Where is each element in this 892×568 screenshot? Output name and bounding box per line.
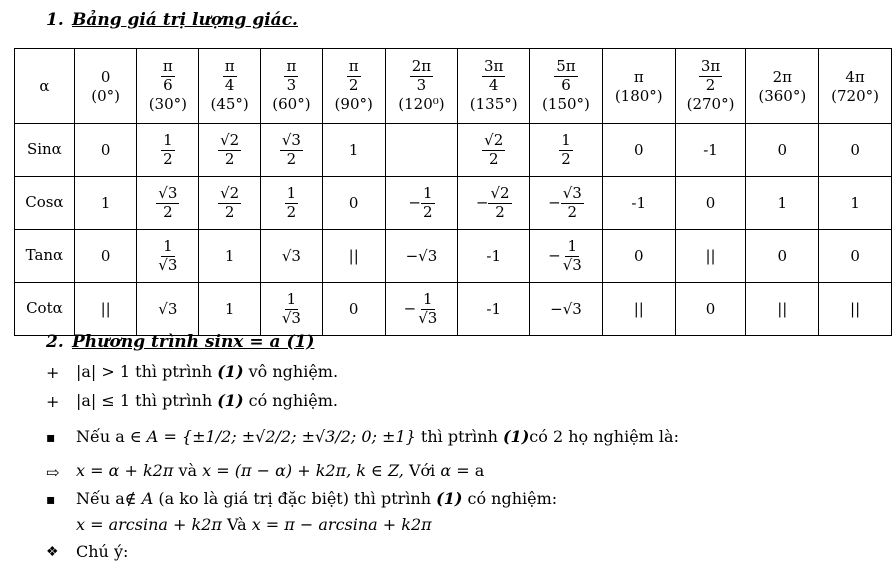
fraction bbox=[280, 130, 303, 168]
angle-numerator: 3π bbox=[700, 57, 721, 76]
minus-sign: − bbox=[475, 193, 489, 211]
table-cell bbox=[322, 124, 385, 177]
fraction bbox=[161, 130, 175, 168]
solution-family-1: x = α + k2π bbox=[76, 461, 174, 480]
table-cell bbox=[261, 230, 323, 283]
angle-degrees: (720°) bbox=[831, 86, 879, 105]
angle-header bbox=[261, 49, 323, 124]
and-text-1: và bbox=[173, 461, 203, 480]
table-cell bbox=[385, 177, 458, 230]
angle-denominator: 3 bbox=[286, 76, 297, 94]
table-cell bbox=[74, 177, 137, 230]
angle-header bbox=[137, 49, 199, 124]
cell-value: || bbox=[348, 247, 359, 265]
minus-sign: − bbox=[548, 193, 561, 211]
table-cell bbox=[261, 283, 323, 336]
fraction bbox=[561, 183, 584, 221]
cell-value: 0 bbox=[100, 141, 111, 159]
cell-value: 1 bbox=[100, 194, 111, 212]
table-cell bbox=[675, 230, 746, 283]
fraction bbox=[482, 130, 505, 168]
cell-value: -1 bbox=[631, 194, 647, 212]
angle-numerator: π bbox=[286, 57, 297, 76]
fraction bbox=[559, 130, 573, 168]
cell-value: 0 bbox=[348, 194, 359, 212]
angle-header bbox=[602, 49, 675, 124]
table-cell bbox=[385, 124, 458, 177]
table-cell bbox=[819, 283, 892, 336]
table-cell bbox=[675, 283, 746, 336]
fraction-denominator: √3 bbox=[281, 308, 301, 327]
angle-numerator: 3π bbox=[484, 57, 504, 76]
cell-value: 0 bbox=[633, 141, 644, 159]
angle-degrees: (270°) bbox=[686, 94, 735, 113]
condition-1-result: vô nghiệm. bbox=[243, 362, 339, 381]
cell-value: −√3 bbox=[405, 247, 438, 265]
angle-degrees: (30°) bbox=[148, 94, 187, 113]
table-cell bbox=[602, 124, 675, 177]
fraction bbox=[218, 183, 241, 221]
angle-fraction bbox=[410, 59, 433, 94]
cell-value: 0 bbox=[100, 247, 111, 265]
angle-numerator: 5π bbox=[556, 57, 576, 76]
angle-numerator: π bbox=[224, 57, 235, 76]
row-label bbox=[15, 177, 75, 230]
fraction-numerator: 1 bbox=[286, 289, 297, 308]
cell-value: -1 bbox=[486, 300, 502, 318]
fraction-numerator: √3 bbox=[158, 183, 178, 202]
angle-radian: 0 bbox=[100, 67, 111, 86]
table-cell bbox=[458, 283, 530, 336]
fraction-denominator: 2 bbox=[422, 202, 433, 221]
angle-denominator: 2 bbox=[705, 76, 716, 94]
cell-value: 0 bbox=[633, 247, 644, 265]
fraction-denominator: 2 bbox=[163, 149, 173, 168]
table-cell bbox=[385, 230, 458, 283]
table-cell bbox=[602, 283, 675, 336]
condition-no-solution bbox=[76, 362, 338, 381]
arcsin-solution-1: x = arcsina + k2π bbox=[76, 515, 222, 534]
cell-value: -1 bbox=[703, 141, 718, 159]
arcsin-solution-2: x = π − arcsina + k2π bbox=[251, 515, 432, 534]
angle-degrees: (45°) bbox=[210, 94, 249, 113]
table-cell bbox=[137, 283, 199, 336]
square-bullet-1: ▪ bbox=[46, 430, 56, 446]
eq-ref-3: (1) bbox=[502, 427, 530, 446]
table-cell bbox=[530, 230, 603, 283]
non-special-intro: Nếu a∉ bbox=[76, 489, 142, 508]
angle-denominator: 2 bbox=[348, 76, 359, 94]
special-values-set: A = {±1/2; ±√2/2; ±√3/2; 0; ±1} bbox=[146, 427, 416, 446]
table-row bbox=[15, 283, 892, 336]
fraction-denominator: √3 bbox=[158, 255, 178, 274]
fraction-denominator: 2 bbox=[286, 149, 297, 168]
arcsin-solutions-line bbox=[76, 515, 432, 534]
table-cell bbox=[746, 230, 819, 283]
diamond-bullet: ❖ bbox=[46, 544, 59, 560]
table-cell bbox=[137, 124, 199, 177]
cell-value: 1 bbox=[224, 300, 235, 318]
cell-value: 0 bbox=[348, 300, 359, 318]
fraction-denominator: 2 bbox=[224, 149, 235, 168]
table-cell bbox=[458, 124, 530, 177]
table-cell bbox=[322, 177, 385, 230]
table-row bbox=[15, 230, 892, 283]
special-values-line bbox=[76, 427, 679, 446]
cell-value: || bbox=[633, 300, 644, 318]
fraction-numerator: 1 bbox=[567, 236, 578, 255]
minus-sign: − bbox=[548, 246, 561, 264]
function-name: Cotα bbox=[26, 299, 63, 317]
fraction-numerator: √2 bbox=[490, 183, 510, 202]
fraction bbox=[156, 183, 179, 221]
fraction bbox=[280, 289, 303, 327]
function-name: Tanα bbox=[25, 246, 64, 264]
section-2-number: 2. bbox=[46, 332, 64, 352]
fraction-denominator: 2 bbox=[224, 202, 235, 221]
fraction-numerator: 1 bbox=[286, 183, 297, 202]
cell-value: 1 bbox=[224, 247, 235, 265]
non-special-line bbox=[76, 489, 557, 508]
fraction bbox=[561, 236, 584, 274]
condition-2-text: |a| ≤ 1 thì ptrình bbox=[76, 391, 218, 410]
table-cell bbox=[137, 177, 199, 230]
angle-header bbox=[74, 49, 137, 124]
section-2-title: Phương trình sinx = a (1) bbox=[72, 332, 315, 352]
table-row bbox=[15, 124, 892, 177]
table-cell bbox=[322, 283, 385, 336]
table-cell bbox=[530, 283, 603, 336]
table-cell bbox=[602, 230, 675, 283]
cell-value: √3 bbox=[281, 247, 301, 265]
special-values-then: thì ptrình bbox=[415, 427, 503, 446]
table-cell bbox=[819, 230, 892, 283]
fraction-numerator: 1 bbox=[422, 289, 433, 308]
fraction-denominator: 2 bbox=[561, 149, 571, 168]
square-bullet-2: ▪ bbox=[46, 492, 56, 508]
angle-degrees: (150°) bbox=[542, 94, 590, 113]
angle-denominator: 4 bbox=[488, 76, 499, 94]
row-label bbox=[15, 230, 75, 283]
non-special-result: có nghiệm: bbox=[462, 489, 558, 508]
angle-denominator: 6 bbox=[561, 76, 571, 94]
section-2-heading bbox=[46, 332, 314, 352]
eq-ref-4: (1) bbox=[436, 489, 463, 508]
cell-value: || bbox=[777, 300, 788, 318]
cell-value: || bbox=[850, 300, 861, 318]
cell-value: √3 bbox=[158, 300, 178, 318]
table-cell bbox=[746, 283, 819, 336]
angle-degrees: (60°) bbox=[272, 94, 311, 113]
angle-degrees: (180°) bbox=[614, 86, 663, 105]
fraction-denominator: 2 bbox=[567, 202, 578, 221]
condition-has-solution bbox=[76, 391, 338, 410]
angle-degrees: (90°) bbox=[334, 94, 373, 113]
angle-fraction bbox=[284, 59, 298, 94]
cell-value: 0 bbox=[850, 247, 860, 265]
fraction-numerator: 1 bbox=[163, 236, 173, 255]
table-cell bbox=[199, 230, 261, 283]
table-cell bbox=[74, 230, 137, 283]
angle-radian: 2π bbox=[772, 67, 792, 86]
cell-value: 1 bbox=[348, 141, 359, 159]
cell-value: 0 bbox=[777, 141, 788, 159]
fraction-denominator: √3 bbox=[418, 308, 438, 327]
fraction-numerator: √2 bbox=[484, 130, 504, 149]
section-1-heading bbox=[46, 10, 298, 30]
note-label: Chú ý: bbox=[76, 542, 129, 561]
fraction bbox=[285, 183, 299, 221]
table-cell bbox=[74, 283, 137, 336]
set-a-symbol: A bbox=[141, 489, 154, 508]
row-label bbox=[15, 283, 75, 336]
trig-values-table bbox=[14, 48, 892, 336]
table-cell bbox=[458, 177, 530, 230]
table-cell bbox=[199, 177, 261, 230]
angle-fraction bbox=[347, 59, 361, 94]
table-cell bbox=[530, 124, 603, 177]
table-cell bbox=[746, 177, 819, 230]
angle-degrees: (120⁰) bbox=[398, 94, 445, 113]
cell-value: -1 bbox=[486, 247, 502, 265]
fraction bbox=[218, 130, 241, 168]
cell-value: || bbox=[705, 247, 716, 265]
angle-degrees: (360°) bbox=[758, 86, 807, 105]
angle-header bbox=[385, 49, 458, 124]
angle-numerator: 2π bbox=[411, 57, 432, 76]
condition-1-text: |a| > 1 thì ptrình bbox=[76, 362, 218, 381]
cell-value: 1 bbox=[850, 194, 860, 212]
table-cell bbox=[261, 124, 323, 177]
with-text: Với bbox=[403, 461, 441, 480]
fraction bbox=[156, 236, 179, 274]
table-cell bbox=[261, 177, 323, 230]
table-cell bbox=[530, 177, 603, 230]
table-cell bbox=[385, 283, 458, 336]
alpha-equals-a: = a bbox=[451, 461, 485, 480]
fraction bbox=[416, 289, 439, 327]
table-cell bbox=[137, 230, 199, 283]
angle-fraction bbox=[161, 59, 175, 94]
cell-value: 1 bbox=[777, 194, 788, 212]
angle-denominator: 4 bbox=[224, 76, 235, 94]
angle-radian: 4π bbox=[845, 67, 865, 86]
table-cell bbox=[74, 124, 137, 177]
fraction-denominator: 2 bbox=[286, 202, 297, 221]
fraction-numerator: √2 bbox=[220, 130, 240, 149]
minus-sign: − bbox=[408, 193, 421, 211]
alpha-symbol: α bbox=[39, 77, 50, 95]
section-1-number: 1. bbox=[46, 10, 64, 30]
table-cell bbox=[199, 124, 261, 177]
solution-families-line bbox=[76, 461, 484, 480]
fraction-denominator: 2 bbox=[495, 202, 505, 221]
condition-2-result: có nghiệm. bbox=[243, 391, 338, 410]
fraction-numerator: 1 bbox=[422, 183, 433, 202]
fraction-numerator: √3 bbox=[281, 130, 301, 149]
angle-denominator: 3 bbox=[416, 76, 427, 94]
eq-ref-2: (1) bbox=[217, 391, 244, 410]
cell-value: 0 bbox=[777, 247, 788, 265]
arrow-bullet: ⇨ bbox=[46, 463, 60, 482]
table-cell bbox=[819, 124, 892, 177]
fraction-numerator: √3 bbox=[562, 183, 582, 202]
angle-header bbox=[199, 49, 261, 124]
function-name: Cosα bbox=[25, 193, 64, 211]
angle-header bbox=[322, 49, 385, 124]
table-row bbox=[15, 177, 892, 230]
angle-header bbox=[819, 49, 892, 124]
angle-numerator: π bbox=[162, 57, 173, 76]
fraction-numerator: √2 bbox=[220, 183, 240, 202]
section-1-title: Bảng giá trị lượng giác. bbox=[72, 10, 298, 30]
table-cell bbox=[675, 124, 746, 177]
table-cell bbox=[746, 124, 819, 177]
angle-degrees: (135°) bbox=[469, 94, 518, 113]
fraction-denominator: √3 bbox=[562, 255, 582, 274]
fraction-denominator: 2 bbox=[488, 149, 499, 168]
table-cell bbox=[602, 177, 675, 230]
cell-value: 0 bbox=[705, 194, 716, 212]
angle-header bbox=[530, 49, 603, 124]
special-values-intro: Nếu a ∈ bbox=[76, 427, 147, 446]
angle-fraction bbox=[482, 59, 505, 94]
table-cell bbox=[322, 230, 385, 283]
solution-family-2: x = (π − α) + k2π, k ∈ Z, bbox=[202, 461, 404, 480]
fraction bbox=[488, 183, 511, 221]
alpha-header bbox=[15, 49, 75, 124]
angle-fraction bbox=[554, 59, 577, 94]
angle-header bbox=[675, 49, 746, 124]
angle-header bbox=[458, 49, 530, 124]
table-cell bbox=[458, 230, 530, 283]
minus-sign: − bbox=[403, 299, 417, 317]
angle-fraction bbox=[223, 59, 237, 94]
row-label bbox=[15, 124, 75, 177]
fraction-numerator: 1 bbox=[561, 130, 571, 149]
function-name: Sinα bbox=[26, 140, 62, 158]
angle-denominator: 6 bbox=[163, 76, 173, 94]
angle-fraction bbox=[699, 59, 722, 94]
eq-ref-1: (1) bbox=[217, 362, 244, 381]
angle-radian: π bbox=[633, 67, 644, 86]
fraction bbox=[421, 183, 435, 221]
plus-bullet-1: + bbox=[46, 363, 60, 382]
angle-header bbox=[746, 49, 819, 124]
table-cell bbox=[819, 177, 892, 230]
angle-numerator: π bbox=[348, 57, 359, 76]
fraction-denominator: 2 bbox=[163, 202, 173, 221]
angle-degrees: (0°) bbox=[91, 86, 120, 105]
cell-value: 0 bbox=[705, 300, 716, 318]
table-cell bbox=[199, 283, 261, 336]
cell-value: 0 bbox=[850, 141, 860, 159]
plus-bullet-2: + bbox=[46, 392, 60, 411]
special-values-result: có 2 họ nghiệm là: bbox=[529, 427, 679, 446]
cell-value: −√3 bbox=[550, 300, 582, 318]
and-text-2: Và bbox=[221, 515, 252, 534]
fraction-numerator: 1 bbox=[163, 130, 173, 149]
alpha-symbol: α bbox=[440, 461, 452, 480]
non-special-desc: (a ko là giá trị đặc biệt) thì ptrình bbox=[153, 489, 437, 508]
cell-value: || bbox=[100, 300, 111, 318]
table-cell bbox=[675, 177, 746, 230]
